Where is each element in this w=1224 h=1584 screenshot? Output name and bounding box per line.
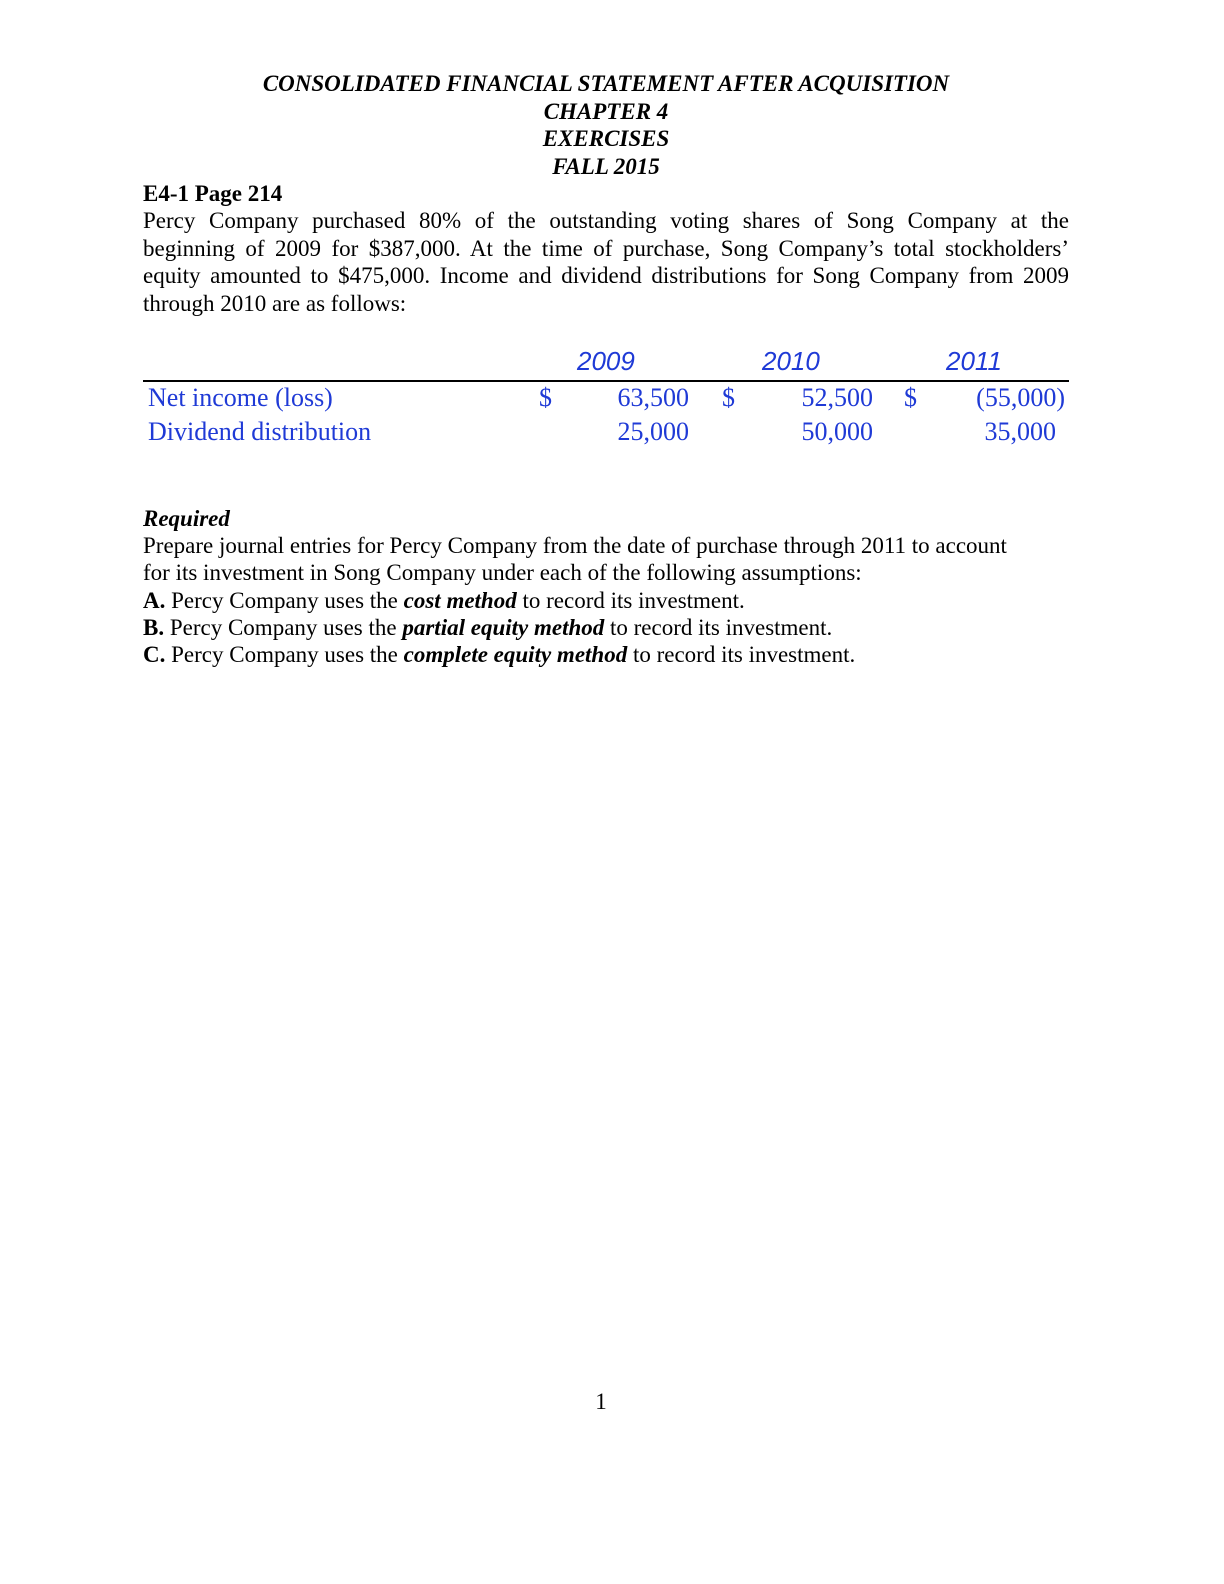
table-cell: (55,000) — [976, 383, 1065, 412]
currency-symbol: $ — [904, 383, 917, 412]
column-header-2011: 2011 — [946, 346, 1002, 376]
method-name: cost method — [403, 587, 517, 613]
header-chapter: CHAPTER 4 — [543, 98, 669, 124]
table-cell: 63,500 — [617, 383, 689, 412]
assumption-item-c — [143, 641, 1083, 668]
table-cell: 50,000 — [801, 417, 873, 446]
assumption-item-a — [143, 587, 1083, 614]
required-body — [143, 532, 1083, 668]
header-title: CONSOLIDATED FINANCIAL STATEMENT AFTER ACQUISITION — [262, 71, 950, 96]
table-cell: 25,000 — [617, 417, 689, 446]
column-header-2010: 2010 — [762, 346, 820, 376]
currency-symbol: $ — [722, 383, 735, 412]
item-text: to record its investment. — [610, 614, 833, 640]
document-header — [0, 70, 1212, 180]
header-section: EXERCISES — [542, 126, 670, 151]
problem-line: equity amounted to $475,000. Income and dividend distributions for Song Company from 2009 — [143, 263, 1069, 288]
header-term: FALL 2015 — [552, 153, 660, 179]
problem-line: through 2010 are as follows: — [143, 290, 407, 316]
item-letter: C. — [143, 642, 166, 668]
problem-paragraph — [143, 207, 1069, 317]
item-letter: B. — [143, 614, 165, 640]
page-number: 1 — [595, 1389, 607, 1414]
item-text: to record its investment. — [632, 642, 856, 668]
income-dividend-table — [143, 344, 1069, 464]
assumption-item-b — [143, 614, 1083, 641]
exercise-title: E4-1 Page 214 — [143, 181, 283, 206]
problem-line: beginning of 2009 for $387,000. At the time of purchase, Song Company’s total stockholders’ — [143, 235, 1069, 261]
currency-symbol: $ — [539, 383, 552, 412]
item-text: Percy Company uses the — [171, 587, 398, 613]
required-intro-line: for its investment in Song Company under each of the following assumptions: — [143, 560, 862, 586]
item-text: Percy Company uses the — [169, 614, 397, 640]
required-heading: Required — [143, 506, 230, 531]
item-letter: A. — [143, 587, 166, 613]
problem-line: Percy Company purchased 80% of the outstanding voting shares of Song Company at the — [143, 208, 1069, 233]
method-name: partial equity method — [402, 614, 605, 640]
method-name: complete equity method — [403, 642, 628, 668]
item-text: Percy Company uses the — [171, 642, 398, 668]
row-label-dividend: Dividend distribution — [148, 417, 372, 446]
column-header-2009: 2009 — [577, 346, 635, 376]
row-label-net-income: Net income (loss) — [148, 383, 333, 412]
item-text: to record its investment. — [522, 587, 745, 613]
required-intro-line: Prepare journal entries for Percy Company from the date of purchase through 2011 to account — [143, 533, 1007, 558]
table-cell: 35,000 — [984, 417, 1056, 446]
table-cell: 52,500 — [801, 383, 873, 412]
